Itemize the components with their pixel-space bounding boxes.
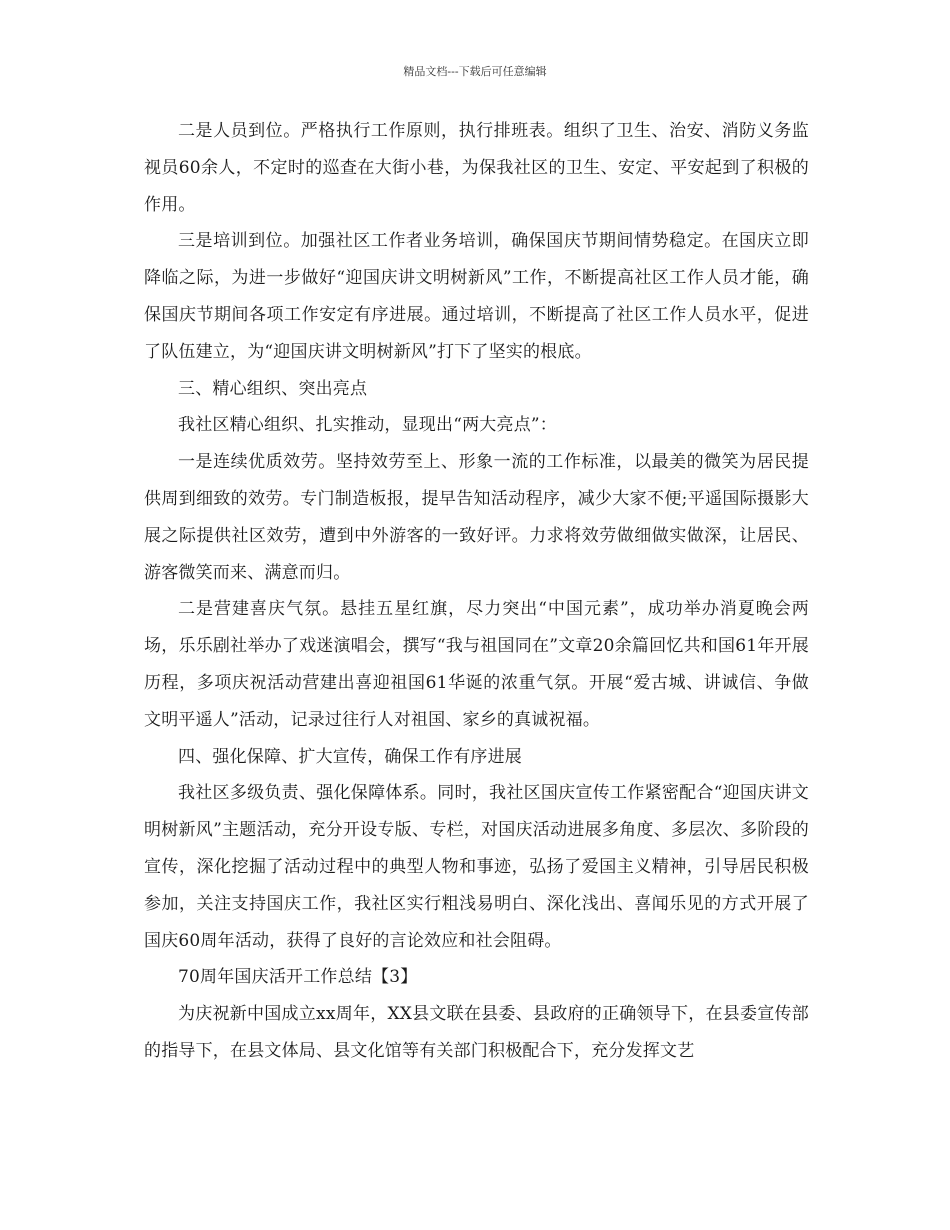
- paragraph-service: 一是连续优质效劳。坚持效劳至上、形象一流的工作标准，以最美的微笑为居民提供周到细致的效劳。专门制造板报，提早告知活动程序，减少大家不便;平遥国际摄影大展之际提供社区效劳，遭到中外游客的一致好评。力求将效劳做细做实做深，让居民、游客微笑而来、满意而归。: [144, 452, 809, 583]
- paragraph-training: 三是培训到位。加强社区工作者业务培训，确保国庆节期间情势稳定。在国庆立即降临之际，为进一步做好“迎国庆讲文明树新风”工作，不断提高社区工作人员才能，确保国庆节期间各项工作安定有序进展。通过培训，不断提高了社区工作人员水平，促进了队伍建立，为“迎国庆讲文明树新风”打下了坚实的根底。: [144, 231, 809, 362]
- paragraph-publicity: 我社区多级负责、强化保障体系。同时，我社区国庆宣传工作紧密配合“迎国庆讲文明树新风”主题活动，充分开设专版、专栏，对国庆活动进展多角度、多层次、多阶段的宣传，深化挖掘了活动过程中的典型人物和事迹，弘扬了爱国主义精神，引导居民积极参加，关注支持国庆工作，我社区实行粗浅易明白、深化浅出、喜闻乐见的方式开展了国庆60周年活动，获得了良好的言论效应和社会阻碍。: [144, 783, 809, 951]
- paragraph-highlights-intro: 我社区精心组织、扎实推动，显现出“两大亮点”：: [178, 415, 557, 436]
- section-heading-summary-3: 70周年国庆活开工作总结【3】: [178, 967, 418, 988]
- section-heading-highlights: 三、精心组织、突出亮点: [178, 378, 368, 399]
- paragraph-personnel: 二是人员到位。严格执行工作原则，执行排班表。组织了卫生、治安、消防义务监视员60余人，不定时的巡查在大街小巷，为保我社区的卫生、安定、平安起到了积极的作用。: [144, 121, 809, 215]
- document-body: [144, 113, 809, 1070]
- section-heading-publicity: 四、强化保障、扩大宣传，确保工作有序进展: [178, 746, 522, 767]
- paragraph-atmosphere: 二是营建喜庆气氛。悬挂五星红旗，尽力突出“中国元素”，成功举办消夏晚会两场，乐乐剧社举办了戏迷演唱会，撰写“我与祖国同在”文章20余篇回忆共和国61年开展历程，多项庆祝活动营建出喜迎祖国61华诞的浓重气氛。开展“爱古城、讲诚信、争做文明平遥人”活动，记录过往行人对祖国、家乡的真诚祝福。: [144, 599, 809, 730]
- paragraph-celebration: 为庆祝新中国成立xx周年，XX县文联在县委、县政府的正确领导下，在县委宣传部的指导下，在县文体局、县文化馆等有关部门积极配合下，充分发挥文艺: [144, 1004, 809, 1061]
- page-header: 精品文档---下载后可任意编辑: [403, 65, 547, 78]
